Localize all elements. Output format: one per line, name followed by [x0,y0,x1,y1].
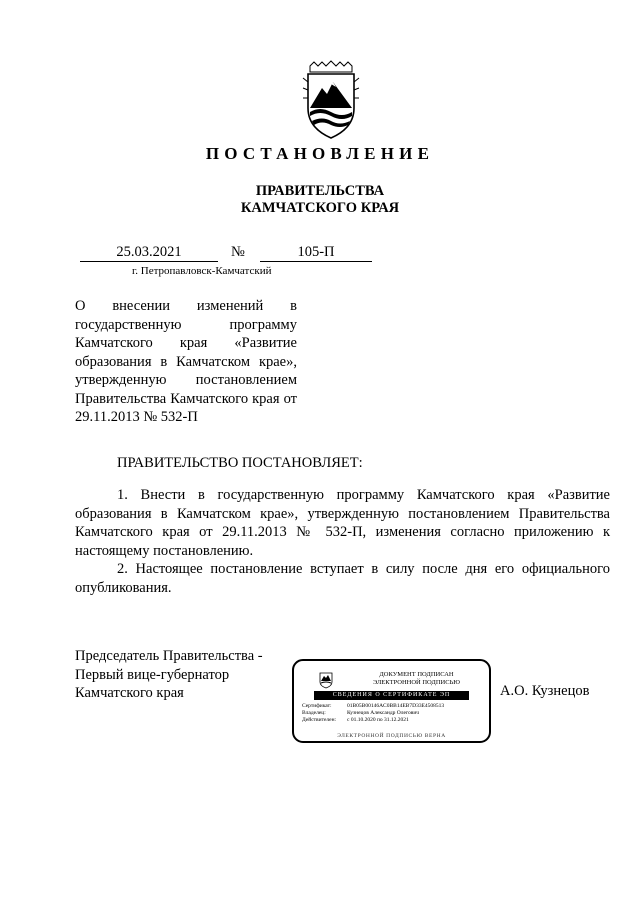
owner-value: Кузнецов Александр Олегович [347,710,420,717]
owner-label: Владелец: [302,710,326,717]
date-number-row [80,244,370,262]
position-line-1: Председатель Правительства - [75,648,263,664]
validity-value: с 01.10.2020 по 31.12.2021 [347,717,409,724]
document-number: 105-П [260,244,372,262]
decree-heading: ПРАВИТЕЛЬСТВО ПОСТАНОВЛЯЕТ: [117,455,363,471]
issuer-heading [0,183,640,217]
position-line-3: Камчатского края [75,685,184,701]
stamp-footer: ЭЛЕКТРОННОЙ ПОДПИСЬЮ ВЕРНА [337,733,446,739]
position-line-2: Первый вице-губернатор [75,666,230,683]
signatory-name: А.О. Кузнецов [500,683,590,699]
kamchatka-coat-of-arms-icon [300,60,362,140]
certificate-value: 01B05B00146AC0BB14EB7D33E4508513 [347,703,445,709]
paragraph-2: 2. Настоящее постановление вступает в силу после дня его официального опубликования. [75,561,610,596]
stamp-heading-line-2: ЭЛЕКТРОННОЙ ПОДПИСЬЮ [373,678,460,686]
document-subject: О внесении изменений в государственную программу Камчатского края «Развитие образования в Камчатском крае», утвержденную постановлением Правительства Камчатского края от 29.11.2013 № 532-П [75,298,297,425]
stamp-heading [354,671,479,686]
stamp-heading-line-1: ДОКУМЕНТ ПОДПИСАН [379,671,454,678]
stamp-row-validity [302,717,444,724]
document-body [75,486,610,597]
city-label: г. Петропавловск-Камчатский [132,265,272,277]
certificate-label: Сертификат: [302,703,332,709]
stamp-details [302,703,444,725]
issuer-line-1: ПРАВИТЕЛЬСТВА [255,183,385,199]
issuer-line-2: КАМЧАТСКОГО КРАЯ [240,200,400,216]
stamp-coat-of-arms-icon [319,671,333,689]
signatory-position [75,647,263,703]
document-date: 25.03.2021 [80,244,218,262]
electronic-signature-stamp [292,659,491,743]
number-sign: № [231,244,245,260]
stamp-certificate-bar: СВЕДЕНИЯ О СЕРТИФИКАТЕ ЭП [314,691,469,700]
document-type-title: ПОСТАНОВЛЕНИЕ [205,144,435,163]
paragraph-1: 1. Внести в государственную программу Камчатского края «Развитие образования в Камчатском крае», утвержденную постановлением Правительства Камчатского края от 29.11.2013 № 532-П, изменения согласно приложению к настоящему постановлению. [75,487,610,559]
stamp-row-certificate [302,703,444,710]
validity-label: Действителен: [302,717,337,724]
